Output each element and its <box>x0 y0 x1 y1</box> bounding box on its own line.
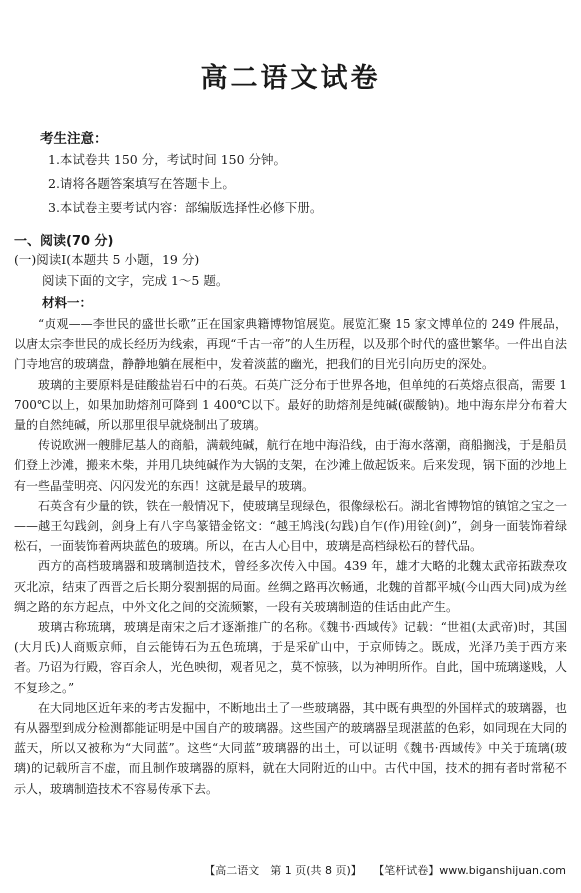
section-heading: 一、阅读(70 分) <box>14 234 114 249</box>
page-footer <box>0 862 566 878</box>
page-title: 高二语文试卷 <box>200 63 381 94</box>
paragraph: 玻璃古称琉璃，玻璃是南宋之后才逐渐推广的名称。《魏书·西域传》记载：“世祖(太武帝)时，其国(大月氏)人商贩京师，自云能铸石为五色琉璃，于是采矿山中，于京师铸之。既成，光泽乃美于西方来者。乃诏为行殿，容百余人，光色映彻，观者见之，莫不惊骇，以为神明所作。自此，国中琉璃遂贱，人不复珍之。” <box>14 620 567 695</box>
notice-list <box>48 148 322 220</box>
material-label: 材料一： <box>42 295 93 310</box>
paragraph: “贞观——李世民的盛世长歌”正在国家典籍博物馆展览。展览汇聚 15 家文博单位的 249 件展品，以唐太宗李世民的成长经历为线索，再现“千古一帝”的人生历程，以及那个时代的盛世繁华。一件出自法门寺地宫的玻璃盘，静静地躺在展柜中，发着淡蓝的幽光，把我们的目光引向历史的深处。 <box>14 317 567 372</box>
paragraph: 玻璃的主要原料是硅酸盐岩石中的石英。石英广泛分布于世界各地，但单纯的石英熔点很高，需要 1 700℃以上，如果加助熔剂可降到 1 400℃以下。最好的助熔剂是纯碱(碳酸钠)。地中海东岸分布着大量的自然纯碱，所以那里很早就烧制出了玻璃。 <box>14 377 567 433</box>
notice-item: 2.请将各题答案填写在答题卡上。 <box>48 176 235 191</box>
notice-heading: 考生注意： <box>40 131 108 147</box>
paragraph: 传说欧洲一艘腓尼基人的商船，满载纯碱，航行在地中海沿线，由于海水落潮，商船搁浅，于是船员们登上沙滩，搬来木柴，并用几块纯碱作为大锅的支架，在沙滩上做起饭来。后来发现，锅下面的沙地上有一些晶莹明亮、闪闪发光的东西！这就是最早的玻璃。 <box>14 438 567 493</box>
notice-item: 1.本试卷共 150 分，考试时间 150 分钟。 <box>48 152 287 167</box>
page-info: 【高二语文 第 1 页(共 8 页)】 <box>204 864 362 877</box>
paragraph: 石英含有少量的铁，铁在一般情况下，使玻璃呈现绿色，很像绿松石。湖北省博物馆的镇馆之宝之一——越王勾践剑，剑身上有八字鸟篆错金铭文：“越王鸠浅(勾践)自乍(作)用铨(剑)”，剑身一面装饰着绿松石，一面装饰着两块蓝色的玻璃。所以，在古人心目中，玻璃是高档绿松石的替代品。 <box>14 498 567 554</box>
subsection-heading: (一)阅读Ⅰ(本题共 5 小题，19 分) <box>14 252 200 267</box>
instruction: 阅读下面的文字，完成 1～5 题。 <box>42 273 229 288</box>
paragraph: 西方的高档玻璃器和玻璃制造技术，曾经多次传入中国。439 年，雄才大略的北魏太武帝拓跋焘攻灭北凉，结束了西晋之后长期分裂割据的局面。丝绸之路再次畅通，北魏的首都平城(今山西大同)成为丝绸之路的东方起点，中外文化之间的交流频繁，一段有关玻璃制造的佳话由此产生。 <box>14 559 567 614</box>
material-body <box>14 314 567 799</box>
brand-watermark: 【笔杆试卷】www.biganshijuan.com <box>373 864 566 877</box>
paragraph: 在大同地区近年来的考古发掘中，不断地出土了一些玻璃器，其中既有典型的外国样式的玻璃器，也有从器型到成分检测都能证明是中国自产的玻璃器。这些国产的玻璃器呈现湛蓝的色彩，如同现在大同的蓝天，所以又被称为“大同蓝”。这些“大同蓝”玻璃器的出土，可以证明《魏书·西域传》中关于琉璃(玻璃)的记载所言不虚，而且制作玻璃器的原料，就在大同附近的山中。古代中国，技术的拥有者时常秘不示人，玻璃制造技术不容易传承下去。 <box>14 700 567 796</box>
notice-item: 3.本试卷主要考试内容：部编版选择性必修下册。 <box>48 200 323 215</box>
